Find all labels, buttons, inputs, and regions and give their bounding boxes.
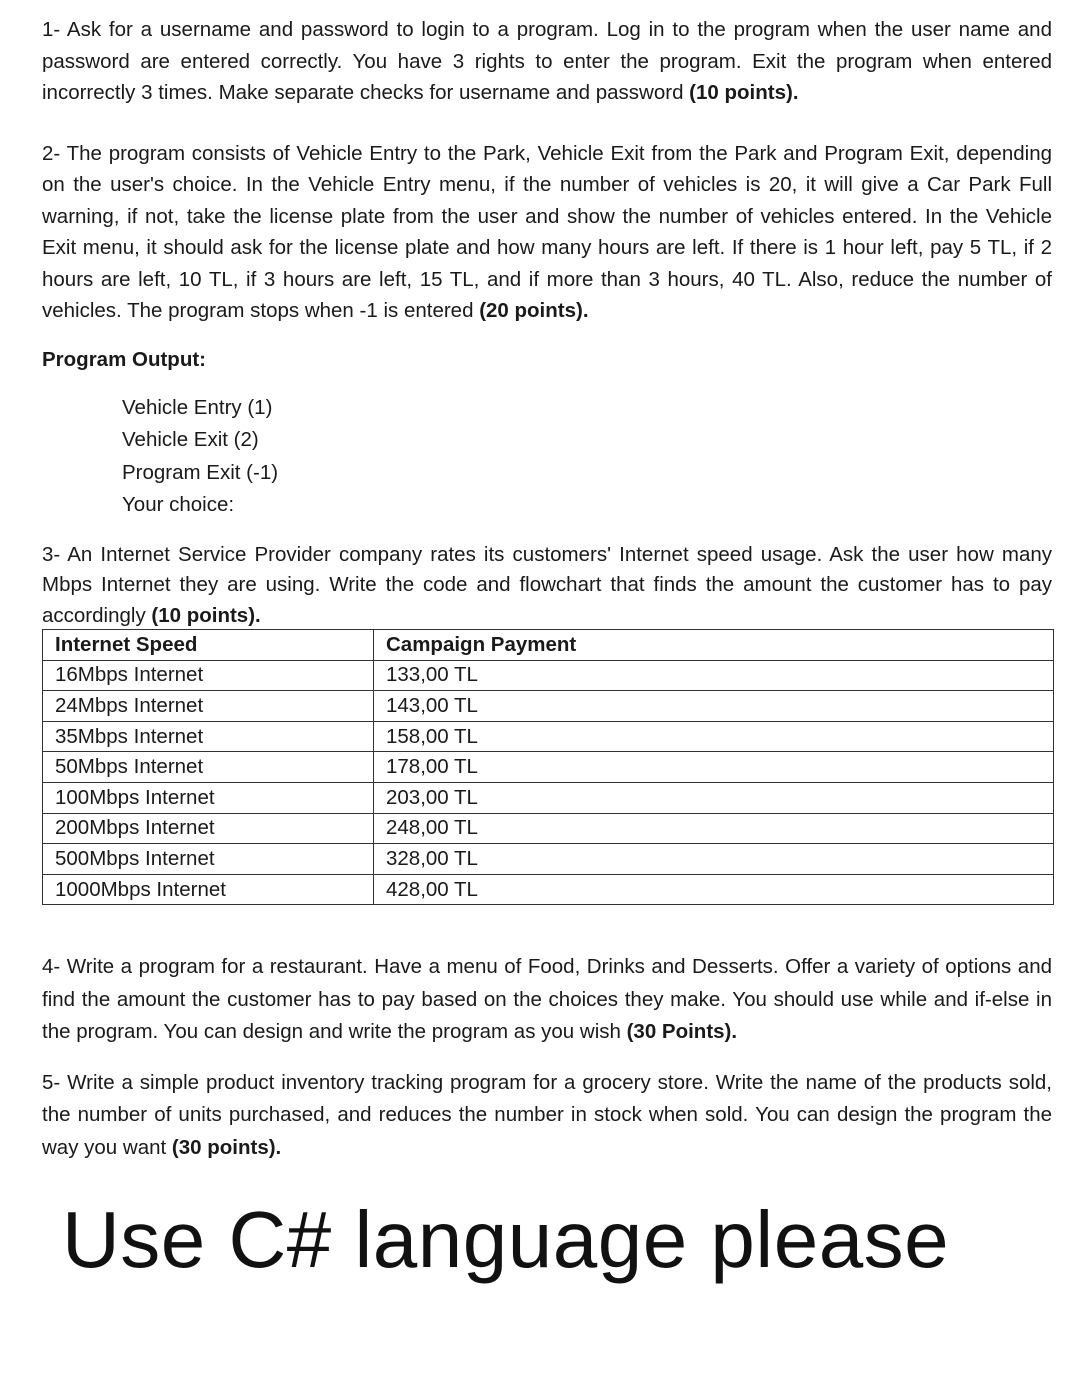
header-internet-speed: Internet Speed [43,630,374,661]
speed-cell: 24Mbps Internet [43,691,374,722]
question-5-points: (30 points). [171,1135,282,1159]
payment-cell: 178,00 TL [374,752,1054,783]
question-4-points: (30 Points). [626,1020,738,1044]
question-2 [42,138,1052,327]
menu-line-your-choice: Your choice: [122,493,235,516]
program-output-title: Program Output: [42,347,206,371]
speed-cell: 50Mbps Internet [43,752,374,783]
payment-cell: 248,00 TL [374,813,1054,844]
speed-cell: 1000Mbps Internet [43,874,374,905]
table-row [43,721,1054,752]
table-row [43,660,1054,691]
payment-cell: 133,00 TL [374,660,1054,691]
question-5-text: 5- Write a simple product inventory tracking program for a grocery store. Write the name of the products sold, the number of units purchased, and reduces the number in stock when sold. You can design the program the way you want [42,1070,1052,1159]
question-1 [42,14,1052,109]
question-4 [42,951,1052,1049]
program-output-menu [122,392,1052,522]
question-1-text: 1- Ask for a username and password to login to a program. Log in to the program when the user name and password are entered correctly. You have 3 rights to enter the program. Exit the program when entered incorrectly 3 times. Make separate checks for username and password [42,18,1052,104]
header-campaign-payment: Campaign Payment [374,630,1054,661]
menu-line-vehicle-exit: Vehicle Exit (2) [122,428,259,451]
question-2-text: 2- The program consists of Vehicle Entry to the Park, Vehicle Exit from the Park and Program Exit, depending on the user's choice. In the Vehicle Entry menu, if the number of vehicles is 20, it will give a Car Park Full warning, if not, take the license plate from the user and show the number of vehicles entered. In the Vehicle Exit menu, it should ask for the license plate and how many hours are left. If there is 1 hour left, pay 5 TL, if 2 hours are left, 10 TL, if 3 hours are left, 15 TL, and if more than 3 hours, 40 TL. Also, reduce the number of vehicles. The program stops when -1 is entered [42,141,1052,322]
speed-cell: 200Mbps Internet [43,813,374,844]
speed-cell: 500Mbps Internet [43,844,374,875]
table-row [43,752,1054,783]
table-row [43,874,1054,905]
question-4-text: 4- Write a program for a restaurant. Have a menu of Food, Drinks and Desserts. Offer a variety of options and find the amount the customer has to pay based on the choices they make. You should use while and if-else in the program. You can design and write the program as you wish [42,955,1052,1044]
payment-cell: 203,00 TL [374,782,1054,813]
table-header-row [43,630,1054,661]
menu-line-program-exit: Program Exit (-1) [122,460,279,484]
question-2-points: (20 points). [479,299,589,322]
speed-cell: 35Mbps Internet [43,721,374,752]
speed-cell: 100Mbps Internet [43,782,374,813]
payment-cell: 143,00 TL [374,691,1054,722]
payment-cell: 158,00 TL [374,721,1054,752]
table-row [43,782,1054,813]
menu-line-vehicle-entry: Vehicle Entry (1) [122,395,273,419]
table-row [43,691,1054,722]
internet-speed-table [42,629,1054,905]
payment-cell: 428,00 TL [374,874,1054,905]
language-note: Use C# language please [62,1195,950,1284]
question-3 [42,540,1052,632]
table-row [43,844,1054,875]
question-1-points: (10 points). [689,81,799,104]
table-row [43,813,1054,844]
question-3-text: 3- An Internet Service Provider company rates its customers' Internet speed usage. Ask the user how many Mbps Internet they are using. Write the code and flowchart that finds the amount the customer has to pay accordingly [42,542,1052,627]
payment-cell: 328,00 TL [374,844,1054,875]
question-5 [42,1067,1052,1165]
question-3-points: (10 points). [151,603,261,627]
speed-cell: 16Mbps Internet [43,660,374,691]
assignment-sheet [42,14,1052,1164]
